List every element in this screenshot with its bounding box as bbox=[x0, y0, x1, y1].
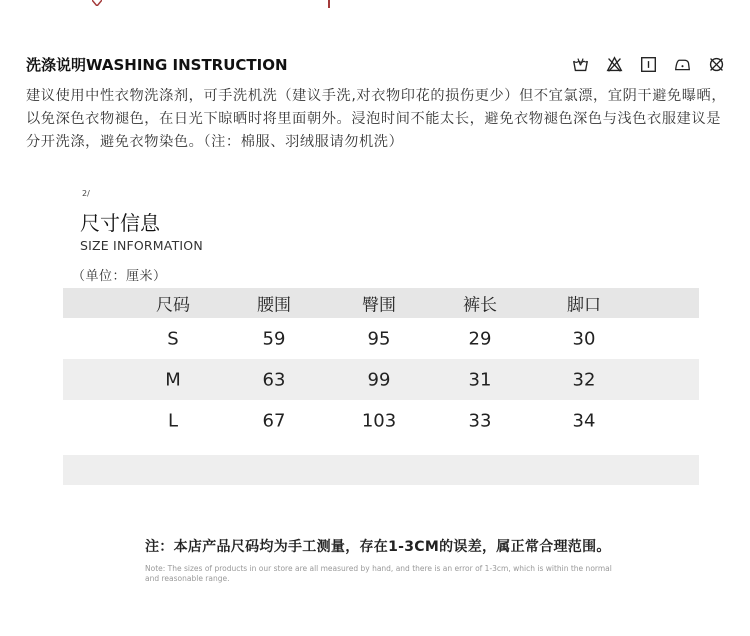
cell-length: 29 bbox=[468, 328, 492, 349]
size-subtitle: SIZE INFORMATION bbox=[80, 238, 203, 253]
table-row bbox=[63, 400, 699, 441]
header-hip: 臀围 bbox=[362, 295, 396, 316]
care-icons bbox=[572, 56, 725, 73]
no-bleach-icon bbox=[606, 56, 623, 73]
cell-leg-opening: 30 bbox=[572, 328, 596, 349]
cell-waist: 59 bbox=[262, 328, 286, 349]
table-row bbox=[63, 359, 699, 400]
size-title: 尺寸信息 bbox=[80, 211, 160, 235]
cell-size: L bbox=[167, 410, 179, 431]
measurement-note-en: Note: The sizes of products in our store are all measured by hand, and there is an error of 1-3cm, which is within the normal and reasonable range. bbox=[145, 564, 612, 583]
cell-waist: 63 bbox=[262, 369, 286, 390]
cell-leg-opening: 34 bbox=[572, 410, 596, 431]
decorative-mark bbox=[326, 0, 332, 8]
washing-instructions-text: 建议使用中性衣物洗涤剂，可手洗机洗（建议手洗,对衣物印花的损伤更少）但不宜氯漂，宜阴干避免曝晒，以免深色衣物褪色，在日光下晾晒时将里面朝外。浸泡时间不能太长，避免衣物褪色深色与浅色衣服建议是分开洗涤，避免衣物染色。（注：棉服、羽绒服请勿机洗） bbox=[26, 88, 727, 150]
washing-title: 洗涤说明WASHING INSTRUCTION bbox=[26, 56, 288, 74]
cell-hip: 103 bbox=[361, 410, 397, 431]
hand-wash-icon bbox=[572, 56, 589, 73]
table-header-row bbox=[63, 288, 699, 318]
cell-leg-opening: 32 bbox=[572, 369, 596, 390]
size-table bbox=[63, 288, 699, 485]
cell-size: M bbox=[165, 369, 181, 390]
cell-length: 31 bbox=[468, 369, 492, 390]
no-dry-clean-icon bbox=[708, 56, 725, 73]
table-row bbox=[63, 318, 699, 359]
tumble-dry-icon bbox=[640, 56, 657, 73]
cell-hip: 95 bbox=[367, 328, 391, 349]
iron-icon bbox=[674, 56, 691, 73]
cell-waist: 67 bbox=[262, 410, 286, 431]
unit-label: （单位：厘米） bbox=[72, 269, 167, 284]
header-waist: 腰围 bbox=[257, 295, 291, 316]
table-empty-row bbox=[63, 455, 699, 485]
cell-hip: 99 bbox=[367, 369, 391, 390]
header-leg-opening: 脚口 bbox=[567, 295, 601, 316]
cell-length: 33 bbox=[468, 410, 492, 431]
cell-size: S bbox=[167, 328, 179, 349]
decorative-mark bbox=[92, 0, 102, 6]
header-size: 尺码 bbox=[156, 295, 190, 316]
page-number: 2/ bbox=[82, 189, 90, 198]
header-length: 裤长 bbox=[463, 295, 497, 316]
measurement-note-cn: 注：本店产品尺码均为手工测量，存在1-3CM的误差，属正常合理范围。 bbox=[145, 539, 611, 555]
